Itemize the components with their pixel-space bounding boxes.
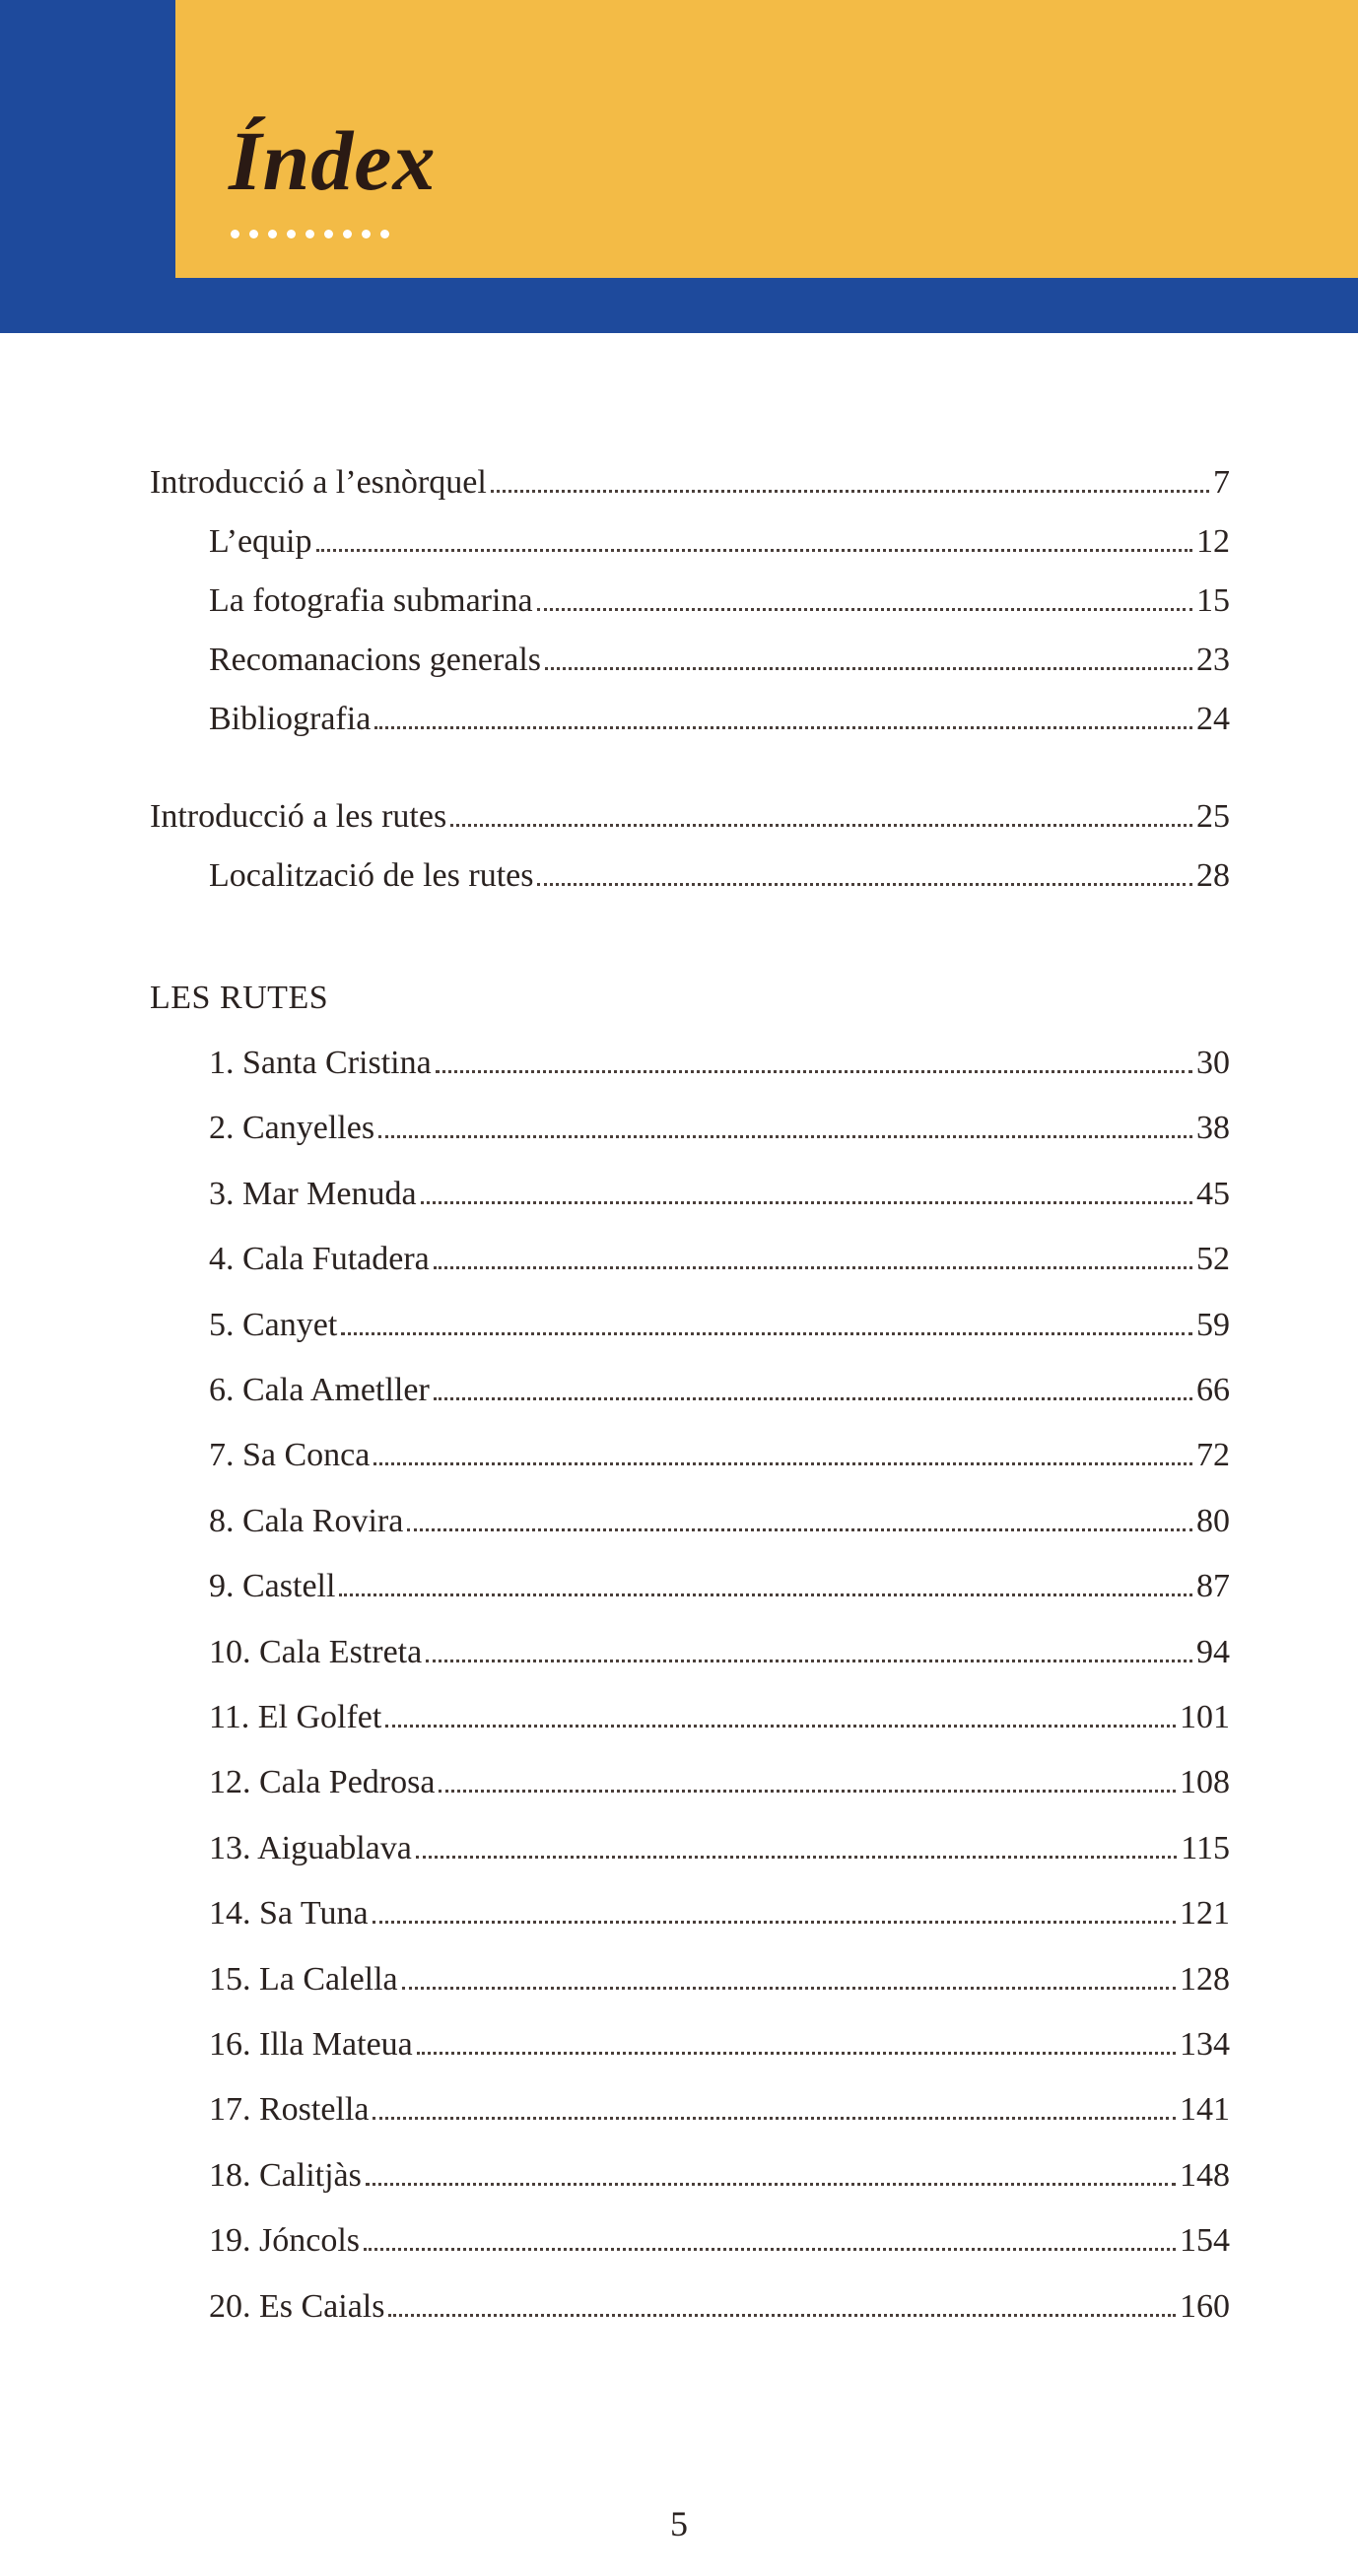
dot-leader bbox=[378, 1135, 1192, 1138]
toc-entry-page: 128 bbox=[1180, 1961, 1230, 1998]
dot-leader bbox=[373, 1462, 1192, 1465]
toc-entry-page: 94 bbox=[1196, 1634, 1230, 1670]
toc-entry bbox=[209, 1633, 1230, 1672]
dot-leader bbox=[421, 1201, 1192, 1204]
toc-entry-label: 11. El Golfet bbox=[209, 1699, 382, 1735]
toc-entry-page: 28 bbox=[1196, 857, 1230, 894]
toc-entry-page: 121 bbox=[1180, 1895, 1230, 1932]
page-number: 5 bbox=[670, 2504, 688, 2543]
toc-entry-page: 15 bbox=[1196, 582, 1230, 619]
dot-leader bbox=[416, 1856, 1177, 1859]
toc-entry-label: Recomanacions generals bbox=[209, 642, 542, 678]
toc-entry-page: 7 bbox=[1213, 464, 1230, 501]
toc-entry bbox=[209, 1894, 1230, 1933]
toc-entry-label: L’equip bbox=[209, 523, 312, 560]
toc-entry bbox=[209, 2025, 1230, 2065]
toc-entry-label: 6. Cala Ametller bbox=[209, 1372, 430, 1408]
dot-leader bbox=[407, 1528, 1192, 1531]
dot-leader bbox=[434, 1266, 1192, 1269]
toc-entry-page: 72 bbox=[1196, 1437, 1230, 1473]
toc-entry bbox=[209, 1109, 1230, 1148]
dot-leader bbox=[537, 883, 1192, 886]
dot-leader bbox=[417, 2052, 1176, 2055]
toc-entry-label: 8. Cala Rovira bbox=[209, 1503, 404, 1539]
toc-entry-page: 24 bbox=[1196, 701, 1230, 737]
toc-entry bbox=[209, 1240, 1230, 1279]
toc-entry-page: 160 bbox=[1180, 2288, 1230, 2325]
toc-entry-page: 38 bbox=[1196, 1110, 1230, 1146]
dot-leader bbox=[316, 549, 1192, 552]
toc-entry-page: 25 bbox=[1196, 798, 1230, 835]
toc-entry-page: 141 bbox=[1180, 2091, 1230, 2128]
dot-leader bbox=[373, 1921, 1176, 1924]
toc-entry-page: 134 bbox=[1180, 2026, 1230, 2063]
dot-leader bbox=[537, 608, 1192, 611]
toc-entry-label: 10. Cala Estreta bbox=[209, 1634, 423, 1670]
toc-entry-label: 2. Canyelles bbox=[209, 1110, 375, 1146]
toc-entry-label: 19. Jóncols bbox=[209, 2222, 360, 2259]
toc-entry-page: 101 bbox=[1180, 1699, 1230, 1735]
toc-entry-label: La fotografia submarina bbox=[209, 582, 533, 619]
toc-entry bbox=[209, 856, 1230, 896]
toc-entry-page: 59 bbox=[1196, 1307, 1230, 1343]
dot-leader bbox=[388, 2314, 1176, 2317]
toc-entry bbox=[209, 1763, 1230, 1802]
section-heading-les-rutes: LES RUTES bbox=[150, 980, 329, 1016]
toc-entry-page: 66 bbox=[1196, 1372, 1230, 1408]
toc-entry-label: 13. Aiguablava bbox=[209, 1830, 412, 1866]
toc-entry-label: 16. Illa Mateua bbox=[209, 2026, 413, 2063]
toc-entry bbox=[209, 2221, 1230, 2261]
title-dot-divider bbox=[231, 230, 389, 238]
dot-leader bbox=[450, 824, 1192, 827]
toc-entry bbox=[209, 1371, 1230, 1410]
toc-entry bbox=[209, 522, 1230, 562]
dot-leader bbox=[385, 1725, 1176, 1728]
toc-entry-label: 12. Cala Pedrosa bbox=[209, 1764, 436, 1800]
toc-entry bbox=[209, 1175, 1230, 1214]
toc-entry-page: 12 bbox=[1196, 523, 1230, 560]
toc-entry-label: Introducció a les rutes bbox=[150, 798, 447, 835]
toc-entry bbox=[209, 581, 1230, 621]
toc-entry-label: 4. Cala Futadera bbox=[209, 1241, 430, 1277]
toc-entry bbox=[209, 1436, 1230, 1475]
toc-entry-page: 23 bbox=[1196, 642, 1230, 678]
toc-entry-page: 30 bbox=[1196, 1045, 1230, 1081]
toc-entry-label: 15. La Calella bbox=[209, 1961, 398, 1998]
toc-entry-page: 87 bbox=[1196, 1568, 1230, 1604]
page-title: Índex bbox=[229, 113, 437, 208]
dot-leader bbox=[402, 1987, 1176, 1990]
toc-entry bbox=[150, 797, 1230, 837]
toc-entry-label: Bibliografia bbox=[209, 701, 372, 737]
toc-entry bbox=[150, 463, 1230, 503]
toc-entry bbox=[209, 1306, 1230, 1345]
dot-leader bbox=[439, 1790, 1176, 1793]
toc-entry bbox=[209, 1698, 1230, 1737]
dot-leader bbox=[339, 1593, 1192, 1596]
dot-leader bbox=[374, 726, 1192, 729]
toc-entry-label: 1. Santa Cristina bbox=[209, 1045, 432, 1081]
dot-leader bbox=[364, 2248, 1176, 2251]
toc-entry-page: 154 bbox=[1180, 2222, 1230, 2259]
dot-leader bbox=[426, 1660, 1192, 1662]
dot-leader bbox=[545, 667, 1192, 670]
toc-entry-label: 18. Calitjàs bbox=[209, 2157, 362, 2194]
toc-entry-page: 115 bbox=[1181, 1830, 1230, 1866]
dot-leader bbox=[491, 490, 1209, 493]
toc-entry-label: 7. Sa Conca bbox=[209, 1437, 371, 1473]
toc-entry-label: 14. Sa Tuna bbox=[209, 1895, 369, 1932]
dot-leader bbox=[436, 1070, 1192, 1073]
dot-leader bbox=[373, 2117, 1176, 2120]
dot-leader bbox=[434, 1397, 1192, 1400]
dot-leader bbox=[366, 2183, 1176, 2186]
toc-entry bbox=[209, 700, 1230, 739]
toc-entry-label: 9. Castell bbox=[209, 1568, 336, 1604]
toc-entry bbox=[209, 1502, 1230, 1541]
toc-entry bbox=[209, 1960, 1230, 2000]
toc-entry-label: Introducció a l’esnòrquel bbox=[150, 464, 487, 501]
toc-entry bbox=[209, 1567, 1230, 1606]
toc-entry-page: 108 bbox=[1180, 1764, 1230, 1800]
toc-entry-label: 17. Rostella bbox=[209, 2091, 370, 2128]
toc-entry-label: 3. Mar Menuda bbox=[209, 1176, 417, 1212]
toc-entry bbox=[209, 2287, 1230, 2327]
toc-entry bbox=[209, 641, 1230, 680]
toc-entry-label: 5. Canyet bbox=[209, 1307, 338, 1343]
toc-entry-label: Localització de les rutes bbox=[209, 857, 534, 894]
toc-entry-page: 45 bbox=[1196, 1176, 1230, 1212]
dot-leader bbox=[341, 1332, 1192, 1335]
toc-entry bbox=[209, 1829, 1230, 1868]
toc-entry bbox=[209, 2090, 1230, 2130]
toc-entry-page: 148 bbox=[1180, 2157, 1230, 2194]
toc-entry bbox=[209, 2156, 1230, 2196]
toc-entry-page: 52 bbox=[1196, 1241, 1230, 1277]
toc-entry bbox=[209, 1044, 1230, 1083]
toc-entry-page: 80 bbox=[1196, 1503, 1230, 1539]
toc-entry-label: 20. Es Caials bbox=[209, 2288, 385, 2325]
